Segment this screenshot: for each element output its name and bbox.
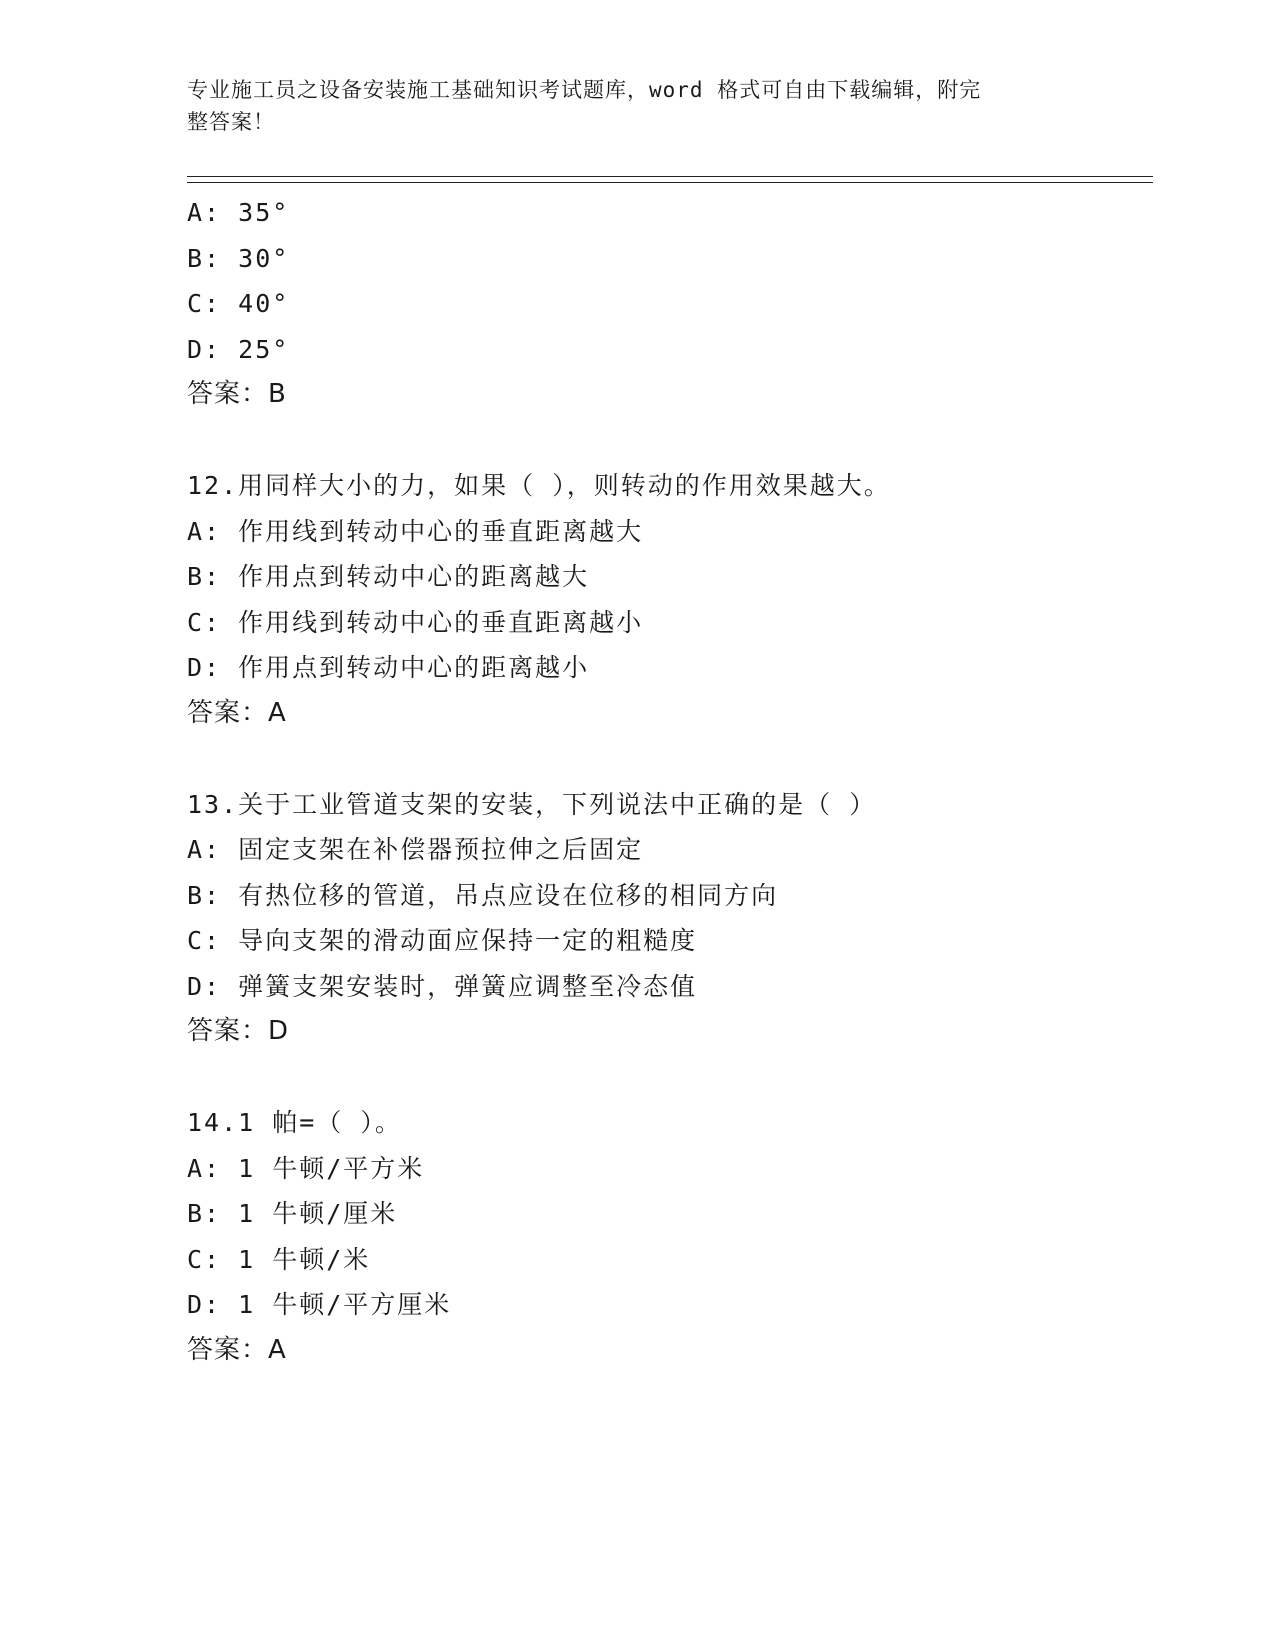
question-text: 13.关于工业管道支架的安装，下列说法中正确的是（ ） — [187, 789, 877, 819]
option-c: C: 40° — [187, 289, 290, 318]
answer-line: 答案：B — [187, 379, 287, 409]
header-title-line1: 专业施工员之设备安装施工基础知识考试题库，word 格式可自由下载编辑，附完 — [187, 78, 982, 102]
option-b: B: 1 牛顿/厘米 — [187, 1199, 398, 1228]
option-a: A: 35° — [187, 198, 290, 227]
option-d: D: 25° — [187, 334, 290, 364]
answer-line: 答案：D — [187, 1016, 290, 1046]
question-text: 14.1 帕=（ ）。 — [187, 1108, 402, 1137]
option-b: B: 作用点到转动中心的距离越大 — [187, 562, 590, 591]
answer-line: 答案：A — [187, 1334, 287, 1365]
option-a: A: 固定支架在补偿器预拉伸之后固定 — [187, 835, 644, 864]
option-c: C: 导向支架的滑动面应保持一定的粗糙度 — [187, 926, 698, 955]
option-d: D: 作用点到转动中心的距离越小 — [187, 653, 590, 682]
option-b: B: 30° — [187, 243, 290, 273]
question-text: 12.用同样大小的力，如果（ ），则转动的作用效果越大。 — [187, 471, 891, 500]
question-list — [187, 190, 1153, 1373]
page-header — [187, 74, 1087, 138]
header-divider — [187, 176, 1153, 183]
answer-line: 答案：A — [187, 697, 287, 728]
option-d: D: 1 牛顿/平方厘米 — [187, 1290, 452, 1319]
option-b: B: 有热位移的管道，吊点应设在位移的相同方向 — [187, 880, 779, 910]
header-title-line2: 整答案！ — [187, 110, 275, 134]
question-14 — [187, 1100, 1153, 1373]
question-11-options — [187, 190, 1153, 418]
option-c: C: 作用线到转动中心的垂直距离越小 — [187, 607, 644, 637]
option-a: A: 1 牛顿/平方米 — [187, 1153, 425, 1183]
option-c: C: 1 牛顿/米 — [187, 1244, 371, 1274]
question-13 — [187, 782, 1153, 1055]
question-12 — [187, 463, 1153, 736]
option-a: A: 作用线到转动中心的垂直距离越大 — [187, 516, 644, 546]
option-d: D: 弹簧支架安装时，弹簧应调整至冷态值 — [187, 971, 698, 1001]
